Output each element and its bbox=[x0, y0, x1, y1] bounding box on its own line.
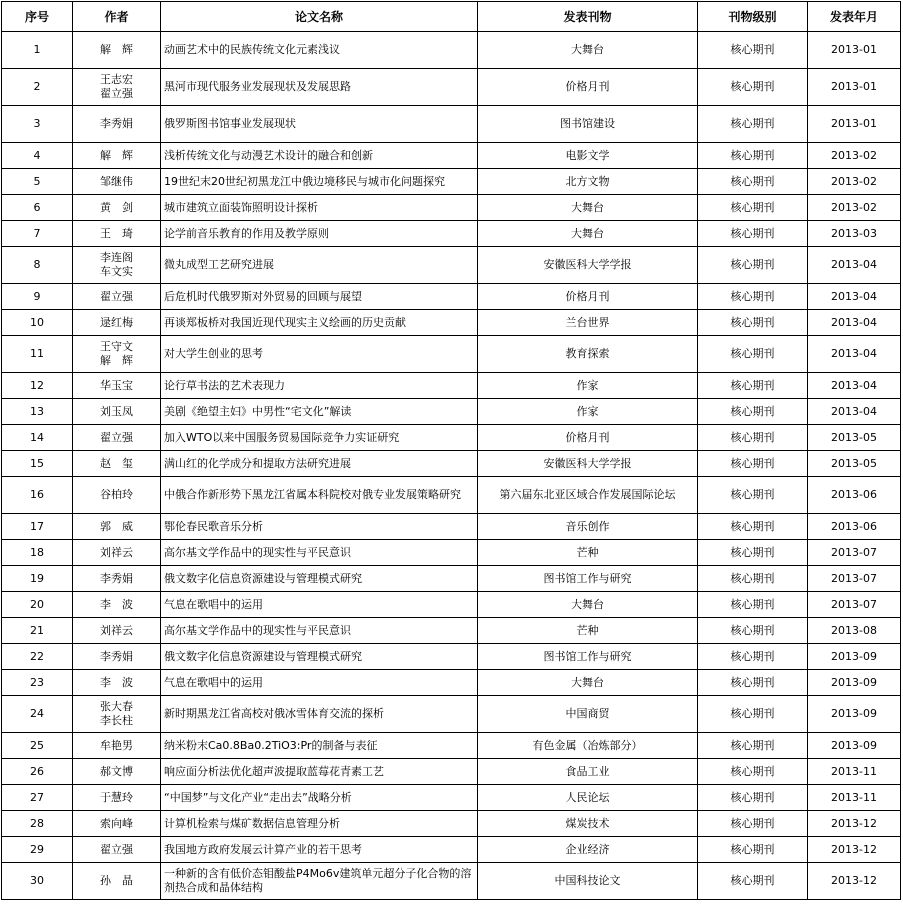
cell-journal: 大舞台 bbox=[478, 670, 698, 696]
cell-level: 核心期刊 bbox=[698, 32, 808, 69]
cell-title: 微丸成型工艺研究进展 bbox=[161, 247, 478, 284]
cell-journal: 作家 bbox=[478, 373, 698, 399]
cell-journal: 安徽医科大学学报 bbox=[478, 247, 698, 284]
cell-no: 16 bbox=[2, 477, 73, 514]
cell-level: 核心期刊 bbox=[698, 69, 808, 106]
cell-title: 论学前音乐教育的作用及教学原则 bbox=[161, 221, 478, 247]
cell-date: 2013-04 bbox=[808, 310, 901, 336]
cell-journal: 煤炭技术 bbox=[478, 811, 698, 837]
cell-journal: 第六届东北亚区域合作发展国际论坛 bbox=[478, 477, 698, 514]
header-journal: 发表刊物 bbox=[478, 2, 698, 32]
cell-title: 响应面分析法优化超声波提取蓝莓花青素工艺 bbox=[161, 759, 478, 785]
cell-journal: 北方文物 bbox=[478, 169, 698, 195]
cell-journal: 大舞台 bbox=[478, 592, 698, 618]
cell-no: 14 bbox=[2, 425, 73, 451]
cell-level: 核心期刊 bbox=[698, 644, 808, 670]
table-row bbox=[2, 863, 901, 900]
cell-title: “中国梦”与文化产业“走出去”战略分析 bbox=[161, 785, 478, 811]
header-date: 发表年月 bbox=[808, 2, 901, 32]
cell-level: 核心期刊 bbox=[698, 477, 808, 514]
cell-title: 城市建筑立面装饰照明设计探析 bbox=[161, 195, 478, 221]
cell-author: 王志宏 翟立强 bbox=[73, 69, 161, 106]
cell-level: 核心期刊 bbox=[698, 592, 808, 618]
cell-no: 10 bbox=[2, 310, 73, 336]
table-row bbox=[2, 837, 901, 863]
cell-author: 王 琦 bbox=[73, 221, 161, 247]
cell-no: 26 bbox=[2, 759, 73, 785]
header-title: 论文名称 bbox=[161, 2, 478, 32]
cell-journal: 音乐创作 bbox=[478, 514, 698, 540]
cell-date: 2013-04 bbox=[808, 373, 901, 399]
table-row bbox=[2, 221, 901, 247]
cell-title: 论行草书法的艺术表现力 bbox=[161, 373, 478, 399]
cell-author: 逯红梅 bbox=[73, 310, 161, 336]
cell-date: 2013-04 bbox=[808, 284, 901, 310]
cell-date: 2013-02 bbox=[808, 169, 901, 195]
cell-journal: 企业经济 bbox=[478, 837, 698, 863]
cell-level: 核心期刊 bbox=[698, 759, 808, 785]
cell-title: 俄文数字化信息资源建设与管理模式研究 bbox=[161, 566, 478, 592]
cell-title: 美剧《绝望主妇》中男性“宅文化”解读 bbox=[161, 399, 478, 425]
cell-no: 25 bbox=[2, 733, 73, 759]
cell-title: 气息在歌唱中的运用 bbox=[161, 670, 478, 696]
cell-title: 加入WTO以来中国服务贸易国际竞争力实证研究 bbox=[161, 425, 478, 451]
cell-journal: 大舞台 bbox=[478, 195, 698, 221]
table-row bbox=[2, 195, 901, 221]
cell-title: 满山红的化学成分和提取方法研究进展 bbox=[161, 451, 478, 477]
cell-title: 计算机检索与煤矿数据信息管理分析 bbox=[161, 811, 478, 837]
cell-level: 核心期刊 bbox=[698, 785, 808, 811]
table-row bbox=[2, 399, 901, 425]
cell-date: 2013-07 bbox=[808, 566, 901, 592]
cell-title: 新时期黑龙江省高校对俄冰雪体育交流的探析 bbox=[161, 696, 478, 733]
table-row bbox=[2, 592, 901, 618]
cell-title: 动画艺术中的民族传统文化元素浅议 bbox=[161, 32, 478, 69]
cell-journal: 有色金属（冶炼部分） bbox=[478, 733, 698, 759]
table-row bbox=[2, 310, 901, 336]
table-row bbox=[2, 69, 901, 106]
cell-level: 核心期刊 bbox=[698, 195, 808, 221]
cell-author: 刘祥云 bbox=[73, 618, 161, 644]
cell-date: 2013-01 bbox=[808, 69, 901, 106]
cell-no: 9 bbox=[2, 284, 73, 310]
cell-title: 19世纪末20世纪初黑龙江中俄边境移民与城市化问题探究 bbox=[161, 169, 478, 195]
table-row bbox=[2, 373, 901, 399]
cell-author: 华玉宝 bbox=[73, 373, 161, 399]
table-row bbox=[2, 785, 901, 811]
cell-journal: 电影文学 bbox=[478, 143, 698, 169]
cell-author: 李 波 bbox=[73, 670, 161, 696]
cell-no: 2 bbox=[2, 69, 73, 106]
cell-author: 于慧玲 bbox=[73, 785, 161, 811]
cell-no: 3 bbox=[2, 106, 73, 143]
cell-date: 2013-02 bbox=[808, 143, 901, 169]
cell-author: 郝文博 bbox=[73, 759, 161, 785]
cell-no: 24 bbox=[2, 696, 73, 733]
header-no: 序号 bbox=[2, 2, 73, 32]
cell-journal: 芒种 bbox=[478, 618, 698, 644]
cell-title: 鄂伦春民歌音乐分析 bbox=[161, 514, 478, 540]
cell-no: 13 bbox=[2, 399, 73, 425]
cell-level: 核心期刊 bbox=[698, 143, 808, 169]
cell-journal: 食品工业 bbox=[478, 759, 698, 785]
cell-no: 1 bbox=[2, 32, 73, 69]
cell-author: 李秀娟 bbox=[73, 106, 161, 143]
cell-title: 中俄合作新形势下黑龙江省属本科院校对俄专业发展策略研究 bbox=[161, 477, 478, 514]
cell-date: 2013-06 bbox=[808, 477, 901, 514]
cell-author: 赵 玺 bbox=[73, 451, 161, 477]
cell-journal: 大舞台 bbox=[478, 221, 698, 247]
cell-title: 对大学生创业的思考 bbox=[161, 336, 478, 373]
cell-journal: 人民论坛 bbox=[478, 785, 698, 811]
cell-no: 20 bbox=[2, 592, 73, 618]
cell-level: 核心期刊 bbox=[698, 247, 808, 284]
cell-no: 27 bbox=[2, 785, 73, 811]
cell-title: 纳米粉末Ca0.8Ba0.2TiO3:Pr的制备与表征 bbox=[161, 733, 478, 759]
cell-date: 2013-11 bbox=[808, 785, 901, 811]
cell-journal: 中国商贸 bbox=[478, 696, 698, 733]
cell-no: 5 bbox=[2, 169, 73, 195]
cell-journal: 作家 bbox=[478, 399, 698, 425]
table-row bbox=[2, 759, 901, 785]
cell-author: 张大春 李长柱 bbox=[73, 696, 161, 733]
cell-date: 2013-07 bbox=[808, 540, 901, 566]
cell-author: 李秀娟 bbox=[73, 644, 161, 670]
table-row bbox=[2, 451, 901, 477]
cell-author: 索向峰 bbox=[73, 811, 161, 837]
cell-level: 核心期刊 bbox=[698, 811, 808, 837]
cell-journal: 教育探索 bbox=[478, 336, 698, 373]
cell-level: 核心期刊 bbox=[698, 425, 808, 451]
cell-title: 再谈郑板桥对我国近现代现实主义绘画的历史贡献 bbox=[161, 310, 478, 336]
cell-author: 翟立强 bbox=[73, 837, 161, 863]
cell-date: 2013-09 bbox=[808, 644, 901, 670]
cell-no: 29 bbox=[2, 837, 73, 863]
cell-title: 浅析传统文化与动漫艺术设计的融合和创新 bbox=[161, 143, 478, 169]
cell-title: 一种新的含有低价态钼酸盐P4Mo6v建筑单元超分子化合物的溶剂热合成和晶体结构 bbox=[161, 863, 478, 900]
cell-no: 30 bbox=[2, 863, 73, 900]
cell-title: 俄罗斯图书馆事业发展现状 bbox=[161, 106, 478, 143]
cell-no: 18 bbox=[2, 540, 73, 566]
cell-no: 7 bbox=[2, 221, 73, 247]
cell-level: 核心期刊 bbox=[698, 310, 808, 336]
cell-date: 2013-12 bbox=[808, 837, 901, 863]
cell-no: 6 bbox=[2, 195, 73, 221]
cell-journal: 价格月刊 bbox=[478, 284, 698, 310]
cell-date: 2013-04 bbox=[808, 247, 901, 284]
cell-level: 核心期刊 bbox=[698, 670, 808, 696]
table-row bbox=[2, 32, 901, 69]
cell-level: 核心期刊 bbox=[698, 169, 808, 195]
table-row bbox=[2, 540, 901, 566]
table-row bbox=[2, 566, 901, 592]
cell-date: 2013-04 bbox=[808, 399, 901, 425]
table-row bbox=[2, 811, 901, 837]
cell-level: 核心期刊 bbox=[698, 399, 808, 425]
cell-no: 23 bbox=[2, 670, 73, 696]
cell-level: 核心期刊 bbox=[698, 540, 808, 566]
cell-author: 孙 晶 bbox=[73, 863, 161, 900]
cell-journal: 兰台世界 bbox=[478, 310, 698, 336]
cell-level: 核心期刊 bbox=[698, 284, 808, 310]
table-row bbox=[2, 106, 901, 143]
cell-author: 郭 威 bbox=[73, 514, 161, 540]
cell-author: 翟立强 bbox=[73, 284, 161, 310]
cell-no: 22 bbox=[2, 644, 73, 670]
cell-date: 2013-06 bbox=[808, 514, 901, 540]
cell-title: 俄文数字化信息资源建设与管理模式研究 bbox=[161, 644, 478, 670]
cell-level: 核心期刊 bbox=[698, 566, 808, 592]
cell-date: 2013-08 bbox=[808, 618, 901, 644]
cell-date: 2013-01 bbox=[808, 32, 901, 69]
table-row bbox=[2, 169, 901, 195]
header-level: 刊物级别 bbox=[698, 2, 808, 32]
cell-date: 2013-12 bbox=[808, 863, 901, 900]
table-row bbox=[2, 644, 901, 670]
cell-date: 2013-02 bbox=[808, 195, 901, 221]
cell-level: 核心期刊 bbox=[698, 336, 808, 373]
cell-date: 2013-07 bbox=[808, 592, 901, 618]
header-row bbox=[2, 2, 901, 32]
cell-no: 8 bbox=[2, 247, 73, 284]
cell-level: 核心期刊 bbox=[698, 618, 808, 644]
cell-author: 王守文 解 辉 bbox=[73, 336, 161, 373]
cell-journal: 图书馆建设 bbox=[478, 106, 698, 143]
cell-level: 核心期刊 bbox=[698, 514, 808, 540]
cell-no: 15 bbox=[2, 451, 73, 477]
cell-date: 2013-12 bbox=[808, 811, 901, 837]
cell-author: 李连阁 车文实 bbox=[73, 247, 161, 284]
cell-title: 高尔基文学作品中的现实性与平民意识 bbox=[161, 618, 478, 644]
cell-journal: 图书馆工作与研究 bbox=[478, 566, 698, 592]
table-row bbox=[2, 143, 901, 169]
cell-date: 2013-11 bbox=[808, 759, 901, 785]
cell-no: 17 bbox=[2, 514, 73, 540]
cell-no: 21 bbox=[2, 618, 73, 644]
table-row bbox=[2, 477, 901, 514]
cell-author: 牟艳男 bbox=[73, 733, 161, 759]
table-row bbox=[2, 247, 901, 284]
cell-journal: 中国科技论文 bbox=[478, 863, 698, 900]
cell-no: 19 bbox=[2, 566, 73, 592]
cell-author: 解 辉 bbox=[73, 32, 161, 69]
cell-level: 核心期刊 bbox=[698, 373, 808, 399]
publications-table bbox=[1, 1, 901, 900]
cell-level: 核心期刊 bbox=[698, 696, 808, 733]
cell-level: 核心期刊 bbox=[698, 863, 808, 900]
table-row bbox=[2, 336, 901, 373]
table-row bbox=[2, 284, 901, 310]
cell-title: 高尔基文学作品中的现实性与平民意识 bbox=[161, 540, 478, 566]
cell-title: 气息在歌唱中的运用 bbox=[161, 592, 478, 618]
table-body bbox=[2, 32, 901, 900]
table-row bbox=[2, 618, 901, 644]
table-row bbox=[2, 696, 901, 733]
table-row bbox=[2, 514, 901, 540]
cell-journal: 价格月刊 bbox=[478, 425, 698, 451]
cell-title: 黑河市现代服务业发展现状及发展思路 bbox=[161, 69, 478, 106]
cell-author: 翟立强 bbox=[73, 425, 161, 451]
cell-title: 我国地方政府发展云计算产业的若干思考 bbox=[161, 837, 478, 863]
cell-no: 11 bbox=[2, 336, 73, 373]
cell-journal: 图书馆工作与研究 bbox=[478, 644, 698, 670]
cell-journal: 价格月刊 bbox=[478, 69, 698, 106]
cell-journal: 芒种 bbox=[478, 540, 698, 566]
cell-date: 2013-01 bbox=[808, 106, 901, 143]
header-author: 作者 bbox=[73, 2, 161, 32]
cell-no: 28 bbox=[2, 811, 73, 837]
cell-journal: 安徽医科大学学报 bbox=[478, 451, 698, 477]
cell-date: 2013-03 bbox=[808, 221, 901, 247]
cell-level: 核心期刊 bbox=[698, 106, 808, 143]
table-row bbox=[2, 425, 901, 451]
cell-no: 4 bbox=[2, 143, 73, 169]
cell-author: 刘祥云 bbox=[73, 540, 161, 566]
cell-date: 2013-05 bbox=[808, 451, 901, 477]
cell-journal: 大舞台 bbox=[478, 32, 698, 69]
cell-no: 12 bbox=[2, 373, 73, 399]
cell-author: 刘玉凤 bbox=[73, 399, 161, 425]
cell-date: 2013-05 bbox=[808, 425, 901, 451]
cell-date: 2013-09 bbox=[808, 733, 901, 759]
cell-level: 核心期刊 bbox=[698, 221, 808, 247]
cell-level: 核心期刊 bbox=[698, 451, 808, 477]
cell-author: 谷柏玲 bbox=[73, 477, 161, 514]
cell-date: 2013-09 bbox=[808, 670, 901, 696]
cell-date: 2013-09 bbox=[808, 696, 901, 733]
cell-level: 核心期刊 bbox=[698, 733, 808, 759]
cell-title: 后危机时代俄罗斯对外贸易的回顾与展望 bbox=[161, 284, 478, 310]
cell-author: 邹继伟 bbox=[73, 169, 161, 195]
cell-author: 李秀娟 bbox=[73, 566, 161, 592]
table-row bbox=[2, 670, 901, 696]
cell-date: 2013-04 bbox=[808, 336, 901, 373]
cell-author: 李 波 bbox=[73, 592, 161, 618]
cell-author: 解 辉 bbox=[73, 143, 161, 169]
cell-author: 黄 剑 bbox=[73, 195, 161, 221]
table-row bbox=[2, 733, 901, 759]
cell-level: 核心期刊 bbox=[698, 837, 808, 863]
